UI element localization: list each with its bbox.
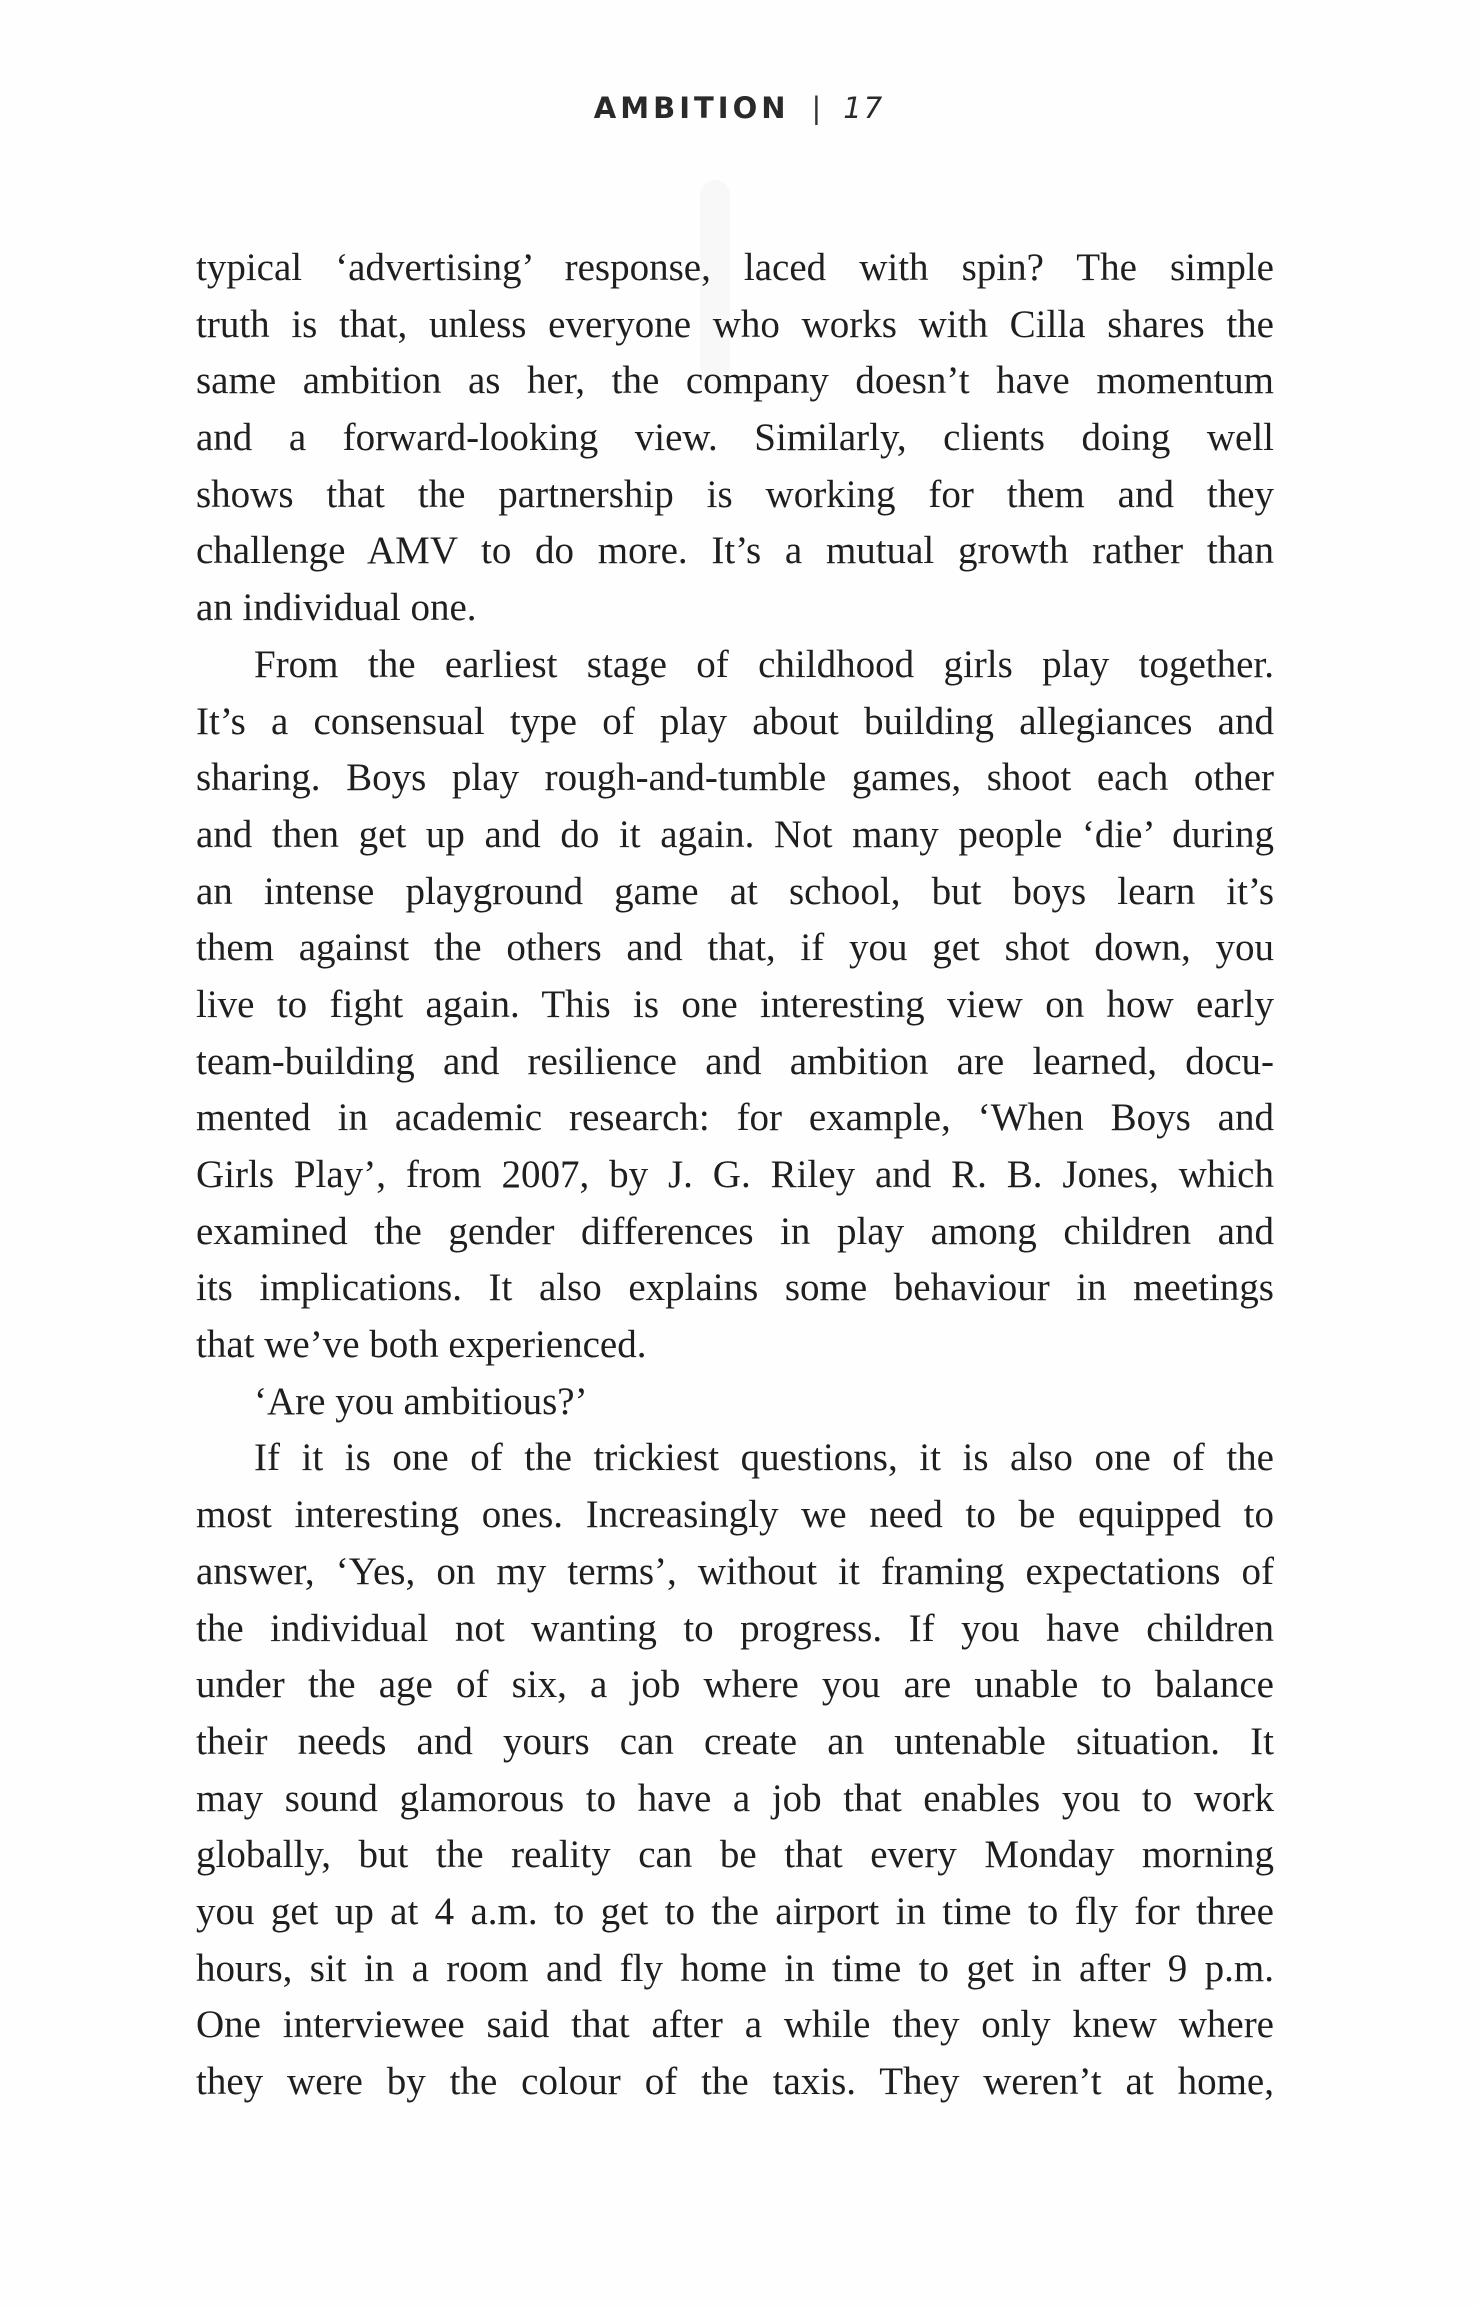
text-line: that we’ve both experienced. bbox=[196, 1323, 647, 1367]
text-line: globally, but the reality can be that every Monday morning bbox=[196, 1833, 1274, 1877]
text-line: its implications. It also explains some behaviour in meetings bbox=[196, 1266, 1274, 1310]
paragraph bbox=[196, 1430, 1274, 2110]
text-line: you get up at 4 a.m. to get to the airport in time to fly for three bbox=[196, 1889, 1274, 1933]
running-head bbox=[0, 88, 1478, 128]
text-line: shows that the partnership is working for them and they bbox=[196, 472, 1274, 516]
text-line: If it is one of the trickiest questions, it is also one of the bbox=[254, 1436, 1274, 1480]
text-line: One interviewee said that after a while they only knew where bbox=[196, 2003, 1274, 2047]
text-line: answer, ‘Yes, on my terms’, without it framing expectations of bbox=[196, 1549, 1274, 1593]
text-line: may sound glamorous to have a job that enables you to work bbox=[196, 1776, 1274, 1820]
text-line: sharing. Boys play rough-and-tumble games, shoot each other bbox=[196, 756, 1274, 800]
text-line: challenge AMV to do more. It’s a mutual growth rather than bbox=[196, 529, 1274, 573]
text-line: and a forward-looking view. Similarly, clients doing well bbox=[196, 416, 1274, 460]
page-number: 17 bbox=[843, 91, 885, 125]
text-line: typical ‘advertising’ response, laced with spin? The simple bbox=[196, 246, 1274, 289]
chapter-title: AMBITION bbox=[593, 91, 790, 125]
text-line: hours, sit in a room and fly home in time to get in after 9 p.m. bbox=[196, 1946, 1274, 1990]
text-line: under the age of six, a job where you are unable to balance bbox=[196, 1663, 1274, 1707]
text-line: team-building and resilience and ambition are learned, docu- bbox=[196, 1039, 1274, 1083]
text-line: their needs and yours can create an untenable situation. It bbox=[196, 1719, 1274, 1763]
body-text bbox=[196, 240, 1274, 2111]
text-line: mented in academic research: for example, ‘When Boys and bbox=[196, 1096, 1274, 1140]
text-line: most interesting ones. Increasingly we need to be equipped to bbox=[196, 1493, 1274, 1537]
text-line: they were by the colour of the taxis. They weren’t at home, bbox=[196, 2060, 1274, 2103]
text-line: truth is that, unless everyone who works with Cilla shares the bbox=[196, 302, 1274, 346]
paragraph bbox=[196, 1374, 1274, 1431]
text-line: same ambition as her, the company doesn’t have momentum bbox=[196, 359, 1274, 403]
text-line: From the earliest stage of childhood girls play together. bbox=[254, 642, 1274, 686]
text-line: It’s a consensual type of play about building allegiances and bbox=[196, 699, 1274, 743]
header-separator: | bbox=[811, 91, 822, 125]
paragraph bbox=[196, 637, 1274, 1374]
text-line: and then get up and do it again. Not many people ‘die’ during bbox=[196, 812, 1274, 856]
text-line: them against the others and that, if you get shot down, you bbox=[196, 926, 1274, 970]
text-line: examined the gender differences in play among children and bbox=[196, 1209, 1274, 1253]
text-line: an individual one. bbox=[196, 586, 477, 630]
text-line: ‘Are you ambitious?’ bbox=[254, 1379, 588, 1423]
paragraph bbox=[196, 240, 1274, 637]
text-line: the individual not wanting to progress. If you have children bbox=[196, 1606, 1274, 1650]
text-line: an intense playground game at school, but boys learn it’s bbox=[196, 869, 1274, 913]
text-line: live to fight again. This is one interesting view on how early bbox=[196, 982, 1274, 1026]
text-line: Girls Play’, from 2007, by J. G. Riley and R. B. Jones, which bbox=[196, 1153, 1274, 1196]
